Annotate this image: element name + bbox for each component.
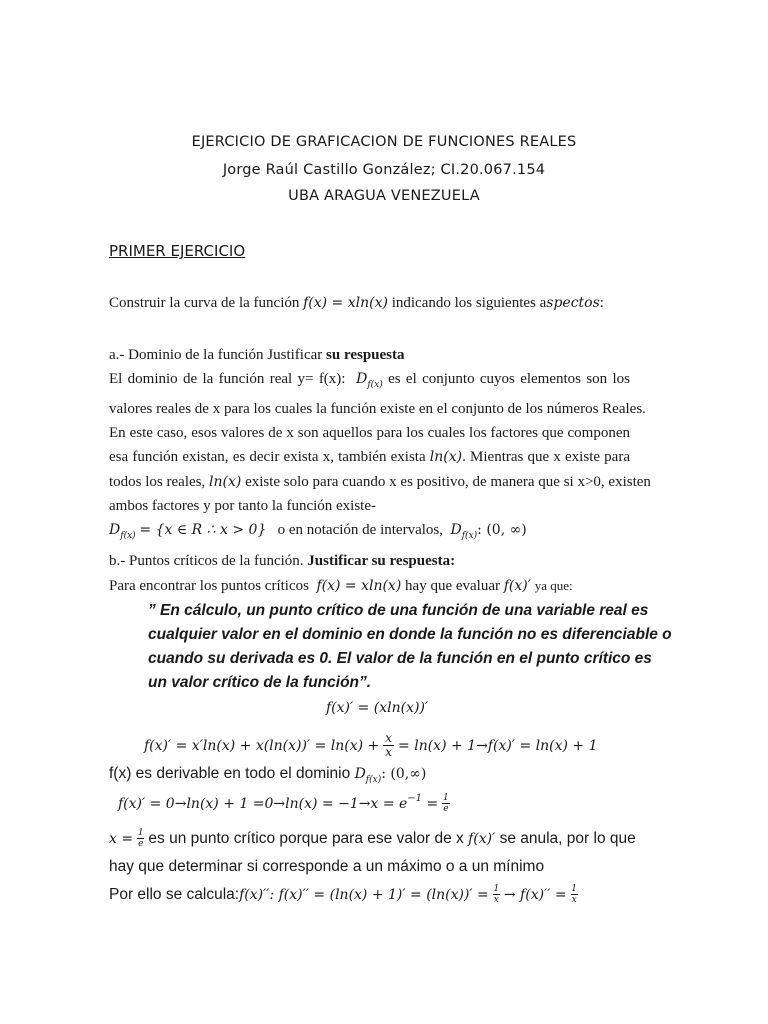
fraction-one-over-e bbox=[442, 793, 449, 814]
intro-line bbox=[109, 295, 604, 312]
derivable-text: f(x) es derivable en todo el dominio bbox=[109, 765, 351, 782]
part-a-line4-b: . Mientras que x existe para bbox=[462, 449, 630, 465]
equation-derivative bbox=[144, 732, 597, 759]
domain-set: = {x ∈ R ∴ x > 0} bbox=[139, 522, 267, 538]
domain-text: o en notación de intervalos, bbox=[277, 522, 443, 538]
part-a-line1-b: es el conjunto cuyos elementos son los bbox=[388, 371, 630, 387]
part-b-label-bold: Justificar su respuesta: bbox=[307, 553, 456, 569]
domain-symbol-3-sub: f(x) bbox=[461, 530, 478, 541]
part-b-label-text: b.- Puntos críticos de la función. bbox=[109, 553, 304, 569]
part-a-line5-a: todos los reales, bbox=[109, 474, 206, 490]
fraction-numerator: x bbox=[385, 731, 393, 745]
intro-tail-end: : bbox=[599, 295, 604, 311]
quote-line-2: cualquier valor en el dominio en donde la función no es diferenciable o bbox=[148, 626, 672, 643]
part-a-line2: valores reales de x para los cuales la función existe en el conjunto de los números Reales. bbox=[109, 401, 646, 417]
intro-tail: indicando los siguientes a bbox=[391, 295, 547, 311]
part-a-label bbox=[109, 347, 405, 364]
domain-symbol-4 bbox=[354, 766, 382, 785]
equation-derivative-b: = ln(x) + 1→f(x)′ = ln(x) + 1 bbox=[398, 737, 598, 754]
fraction-critical bbox=[137, 828, 144, 849]
domain-symbol-4-letter: D bbox=[354, 766, 366, 782]
quote-line-1: ” En cálculo, un punto crítico de una función de una variable real es bbox=[148, 602, 649, 619]
author-line: Jorge Raúl Castillo González; CI.20.067.154 bbox=[222, 162, 546, 178]
domain-symbol-letter: D bbox=[356, 371, 368, 387]
part-a-line1-a: El dominio de la función real y= f(x): bbox=[109, 371, 346, 387]
fraction-numerator: 1 bbox=[571, 884, 578, 894]
part-a-label-text: a.- Dominio de la función Justificar bbox=[109, 347, 323, 363]
fraction-numerator: 1 bbox=[493, 884, 500, 894]
second-derivative-text: Por ello se calcula: bbox=[109, 885, 240, 903]
equation-critical-eq: = bbox=[426, 795, 439, 812]
fraction-denominator: x bbox=[493, 895, 499, 905]
quote-line-4: un valor crítico de la función”. bbox=[148, 674, 372, 691]
part-b-line1-b: hay que evaluar bbox=[405, 578, 500, 594]
critical-text: es un punto crítico porque para ese valor de x bbox=[148, 829, 464, 847]
domain-symbol bbox=[356, 371, 383, 390]
fraction-denominator: e bbox=[138, 839, 144, 849]
fraction-numerator: 1 bbox=[137, 828, 144, 838]
part-a-line4 bbox=[109, 449, 630, 466]
second-derivative-arrow: → f(x)′′ = bbox=[503, 886, 567, 903]
intro-formula: f(x) = xln(x) bbox=[303, 295, 388, 311]
part-a-line4-math: ln(x) bbox=[429, 449, 463, 465]
domain-symbol-sub: f(x) bbox=[367, 379, 383, 390]
part-a-line5-b: existe solo para cuando x es positivo, de manera que si x>0, existen bbox=[245, 474, 651, 490]
document-title: EJERCICIO DE GRAFICACION DE FUNCIONES REALES bbox=[191, 134, 577, 150]
domain-symbol-3-letter: D bbox=[450, 522, 462, 538]
domain-symbol-2-letter: D bbox=[109, 522, 121, 538]
critical-point-line bbox=[109, 828, 636, 849]
fraction-denominator: x bbox=[385, 745, 393, 759]
domain-symbol-4-sub: f(x) bbox=[365, 774, 382, 785]
derivable-line bbox=[109, 765, 426, 785]
derivable-interval: : (0,∞) bbox=[381, 766, 427, 782]
quote-line-3: cuando su derivada es 0. El valor de la función en el punto crítico es bbox=[148, 650, 652, 667]
fraction-x-over-x bbox=[383, 732, 394, 759]
part-a-line1 bbox=[109, 371, 630, 390]
part-a-line6: ambos factores y por tanto la función existe- bbox=[109, 498, 376, 514]
part-a-label-bold: su respuesta bbox=[326, 347, 405, 363]
part-b-line1-c: ya que: bbox=[534, 578, 573, 593]
part-b-label bbox=[109, 553, 455, 570]
critical-line-2: hay que determinar si corresponde a un máximo o a un mínimo bbox=[109, 858, 545, 875]
part-a-line3: En este caso, esos valores de x son aquellos para los cuales los factores que componen bbox=[109, 425, 630, 441]
part-a-line5 bbox=[109, 474, 651, 491]
equation-derivative-def: f(x)′ = (xln(x))′ bbox=[326, 700, 429, 716]
part-b-line1-math2: f(x)′ bbox=[503, 578, 531, 594]
domain-line bbox=[109, 522, 527, 541]
domain-interval: : (0, ∞) bbox=[477, 522, 527, 538]
second-derivative-math: f(x)′′: f(x)′′ = (ln(x) + 1)′ = (ln(x))′ = bbox=[239, 886, 489, 903]
critical-text2: se anula, por lo que bbox=[499, 829, 636, 847]
fraction-denominator: e bbox=[443, 804, 449, 814]
fraction-second-2 bbox=[571, 884, 578, 905]
intro-text: Construir la curva de la función bbox=[109, 295, 300, 311]
equation-derivative-a: f(x)′ = x′ln(x) + x(ln(x))′ = ln(x) + bbox=[144, 737, 380, 754]
domain-symbol-3 bbox=[450, 522, 478, 541]
fraction-numerator: 1 bbox=[442, 793, 449, 803]
part-a-line4-a: esa función existan, es decir exista x, también exista bbox=[109, 449, 426, 465]
part-b-line1-a: Para encontrar los puntos críticos bbox=[109, 578, 309, 594]
section-heading: PRIMER EJERCICIO bbox=[109, 242, 246, 260]
institution-line: UBA ARAGUA VENEZUELA bbox=[288, 188, 480, 204]
part-b-line1 bbox=[109, 578, 573, 595]
equation-critical-a: f(x)′ = 0→ln(x) + 1 =0→ln(x) = −1→x = e bbox=[118, 795, 408, 812]
fraction-denominator: x bbox=[571, 895, 577, 905]
part-b-line1-math: f(x) = xln(x) bbox=[316, 578, 402, 594]
part-a-line5-math: ln(x) bbox=[208, 474, 242, 490]
equation-critical-sup: −1 bbox=[407, 793, 422, 804]
domain-symbol-2-sub: f(x) bbox=[120, 530, 136, 541]
critical-x-eq: x = bbox=[109, 830, 134, 847]
fraction-second-1 bbox=[493, 884, 500, 905]
second-derivative-line bbox=[109, 884, 578, 905]
equation-critical bbox=[118, 793, 450, 814]
critical-math: f(x)′ bbox=[468, 830, 496, 847]
domain-symbol-2 bbox=[109, 522, 136, 541]
intro-tail-math: spectos bbox=[546, 295, 600, 311]
